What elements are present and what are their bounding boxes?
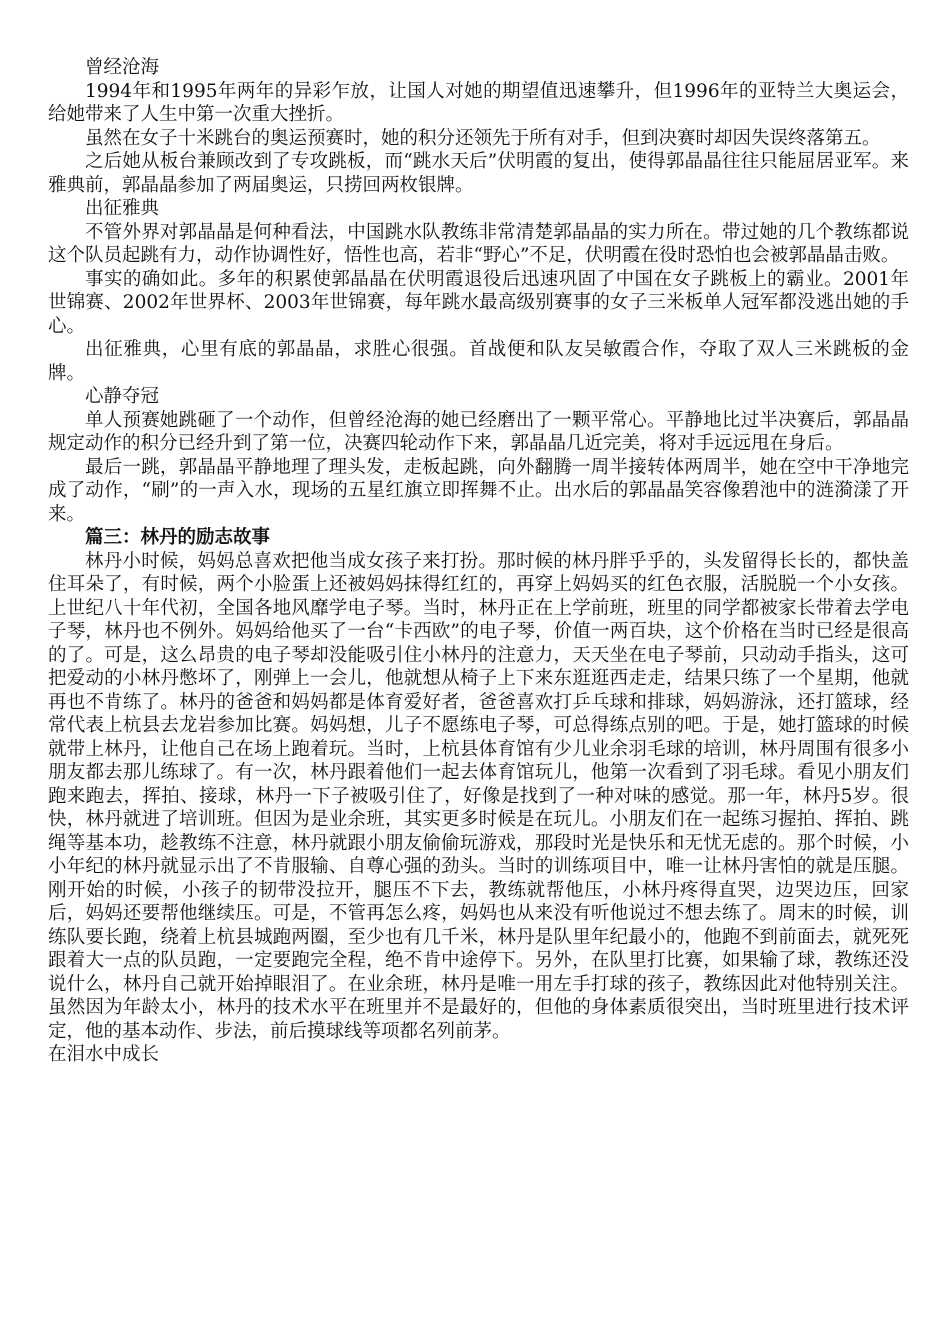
subheading-cengjing-canghai: 曾经沧海: [85, 57, 160, 78]
paragraph: 单人预赛她跳砸了一个动作，但曾经沧海的她已经磨出了一颗平常心。平静地比过半决赛后，郭晶晶规定动作的积分已经升到了第一位，决赛四轮动作下来，郭晶晶几近完美，将对手远远甩在身后。: [48, 409, 909, 454]
paragraph: 之后她从板台兼顾改到了专攻跳板，而“跳水天后”伏明霞的复出，使得郭晶晶往往只能屈居亚军。来雅典前，郭晶晶参加了两届奥运，只捞回两枚银牌。: [48, 151, 909, 196]
document-page: [48, 56, 909, 1067]
paragraph: 事实的确如此。多年的积累使郭晶晶在伏明霞退役后迅速巩固了中国在女子跳板上的霸业。2001年世锦赛、2002年世界杯、2003年世锦赛，每年跳水最高级别赛事的女子三米板单人冠军都没逃出她的手心。: [48, 268, 909, 337]
subheading-xinjing-duoguan: 心静夺冠: [85, 386, 160, 407]
paragraph: 出征雅典，心里有底的郭晶晶，求胜心很强。首战便和队友吴敏霞合作，夺取了双人三米跳板的金牌。: [48, 339, 909, 384]
subheading-leishui-chengzhang: 在泪水中成长: [48, 1044, 160, 1065]
paragraph: 1994年和1995年两年的异彩乍放，让国人对她的期望值迅速攀升，但1996年的亚特兰大奥运会，给她带来了人生中第一次重大挫折。: [48, 80, 909, 125]
paragraph: 林丹小时候，妈妈总喜欢把他当成女孩子来打扮。那时候的林丹胖乎乎的，头发留得长长的，都快盖住耳朵了，有时候，两个小脸蛋上还被妈妈抹得红红的，再穿上妈妈买的红色衣服，活脱脱一个小女孩。上世纪八十年代初，全国各地风靡学电子琴。当时，林丹正在上学前班，班里的同学都被家长带着去学电子琴，林丹也不例外。妈妈给他买了一台“卡西欧”的电子琴，价值一两百块，这个价格在当时已经是很高的了。可是，这么昂贵的电子琴却没能吸引住小林丹的注意力，天天坐在电子琴前，只动动手指头，这可把爱动的小林丹憋坏了，刚弹上一会儿，他就想从椅子上下来东逛逛西走走，结果只练了一个星期，他就再也不肯练了。林丹的爸爸和妈妈都是体育爱好者，爸爸喜欢打乒乓球和排球，妈妈游泳，还打篮球，经常代表上杭县去龙岩参加比赛。妈妈想，儿子不愿练电子琴，可总得练点别的吧。于是，她打篮球的时候就带上林丹，让他自己在场上跑着玩。当时，上杭县体育馆有少儿业余羽毛球的培训，林丹周围有很多小朋友都去那儿练球了。有一次，林丹跟着他们一起去体育馆玩儿，他第一次看到了羽毛球。看见小朋友们跑来跑去，挥拍、接球，林丹一下子被吸引住了，好像是找到了一种对味的感觉。那一年，林丹5岁。很快，林丹就进了培训班。但因为是业余班，其实更多时候是在玩儿。小朋友们在一起练习握拍、挥拍、跳绳等基本功，趁教练不注意，林丹就跟小朋友偷偷玩游戏，那段时光是快乐和无忧无虑的。那个时候，小小年纪的林丹就显示出了不肯服输、自尊心强的劲头。当时的训练项目中，唯一让林丹害怕的就是压腿。刚开始的时候，小孩子的韧带没拉开，腿压不下去，教练就帮他压，小林丹疼得直哭，边哭边压，回家后，妈妈还要帮他继续压。可是，不管再怎么疼，妈妈也从来没有听他说过不想去练了。周末的时候，训练队要长跑，绕着上杭县城跑两圈，至少也有几千米，林丹是队里年纪最小的，他跑不到前面去，就死死跟着大一点的队员跑，一定要跑完全程，绝不肯中途停下。另外，在队里打比赛，如果输了球，教练还没说什么，林丹自己就开始掉眼泪了。在业余班，林丹是唯一用左手打球的孩子，教练因此对他特别关注。虽然因为年龄太小，林丹的技术水平在班里并不是最好的，但他的身体素质很突出，当时班里进行技术评定，他的基本动作、步法，前后摸球线等项都名列前茅。: [48, 550, 909, 1042]
section-heading-lindan: 篇三：林丹的励志故事: [85, 527, 271, 548]
paragraph: 不管外界对郭晶晶是何种看法，中国跳水队教练非常清楚郭晶晶的实力所在。带过她的几个教练都说这个队员起跳有力，动作协调性好，悟性也高，若非“野心”不足，伏明霞在役时恐怕也会被郭晶晶击败。: [48, 221, 909, 266]
paragraph: 虽然在女子十米跳台的奥运预赛时，她的积分还领先于所有对手，但到决赛时却因失误终落第五。: [85, 127, 881, 149]
subheading-chuzheng-yadian: 出征雅典: [85, 198, 160, 219]
paragraph: 最后一跳，郭晶晶平静地理了理头发，走板起跳，向外翻腾一周半接转体两周半，她在空中干净地完成了动作，“刷”的一声入水，现场的五星红旗立即挥舞不止。出水后的郭晶晶笑容像碧池中的涟漪漾了开来。: [48, 456, 909, 525]
